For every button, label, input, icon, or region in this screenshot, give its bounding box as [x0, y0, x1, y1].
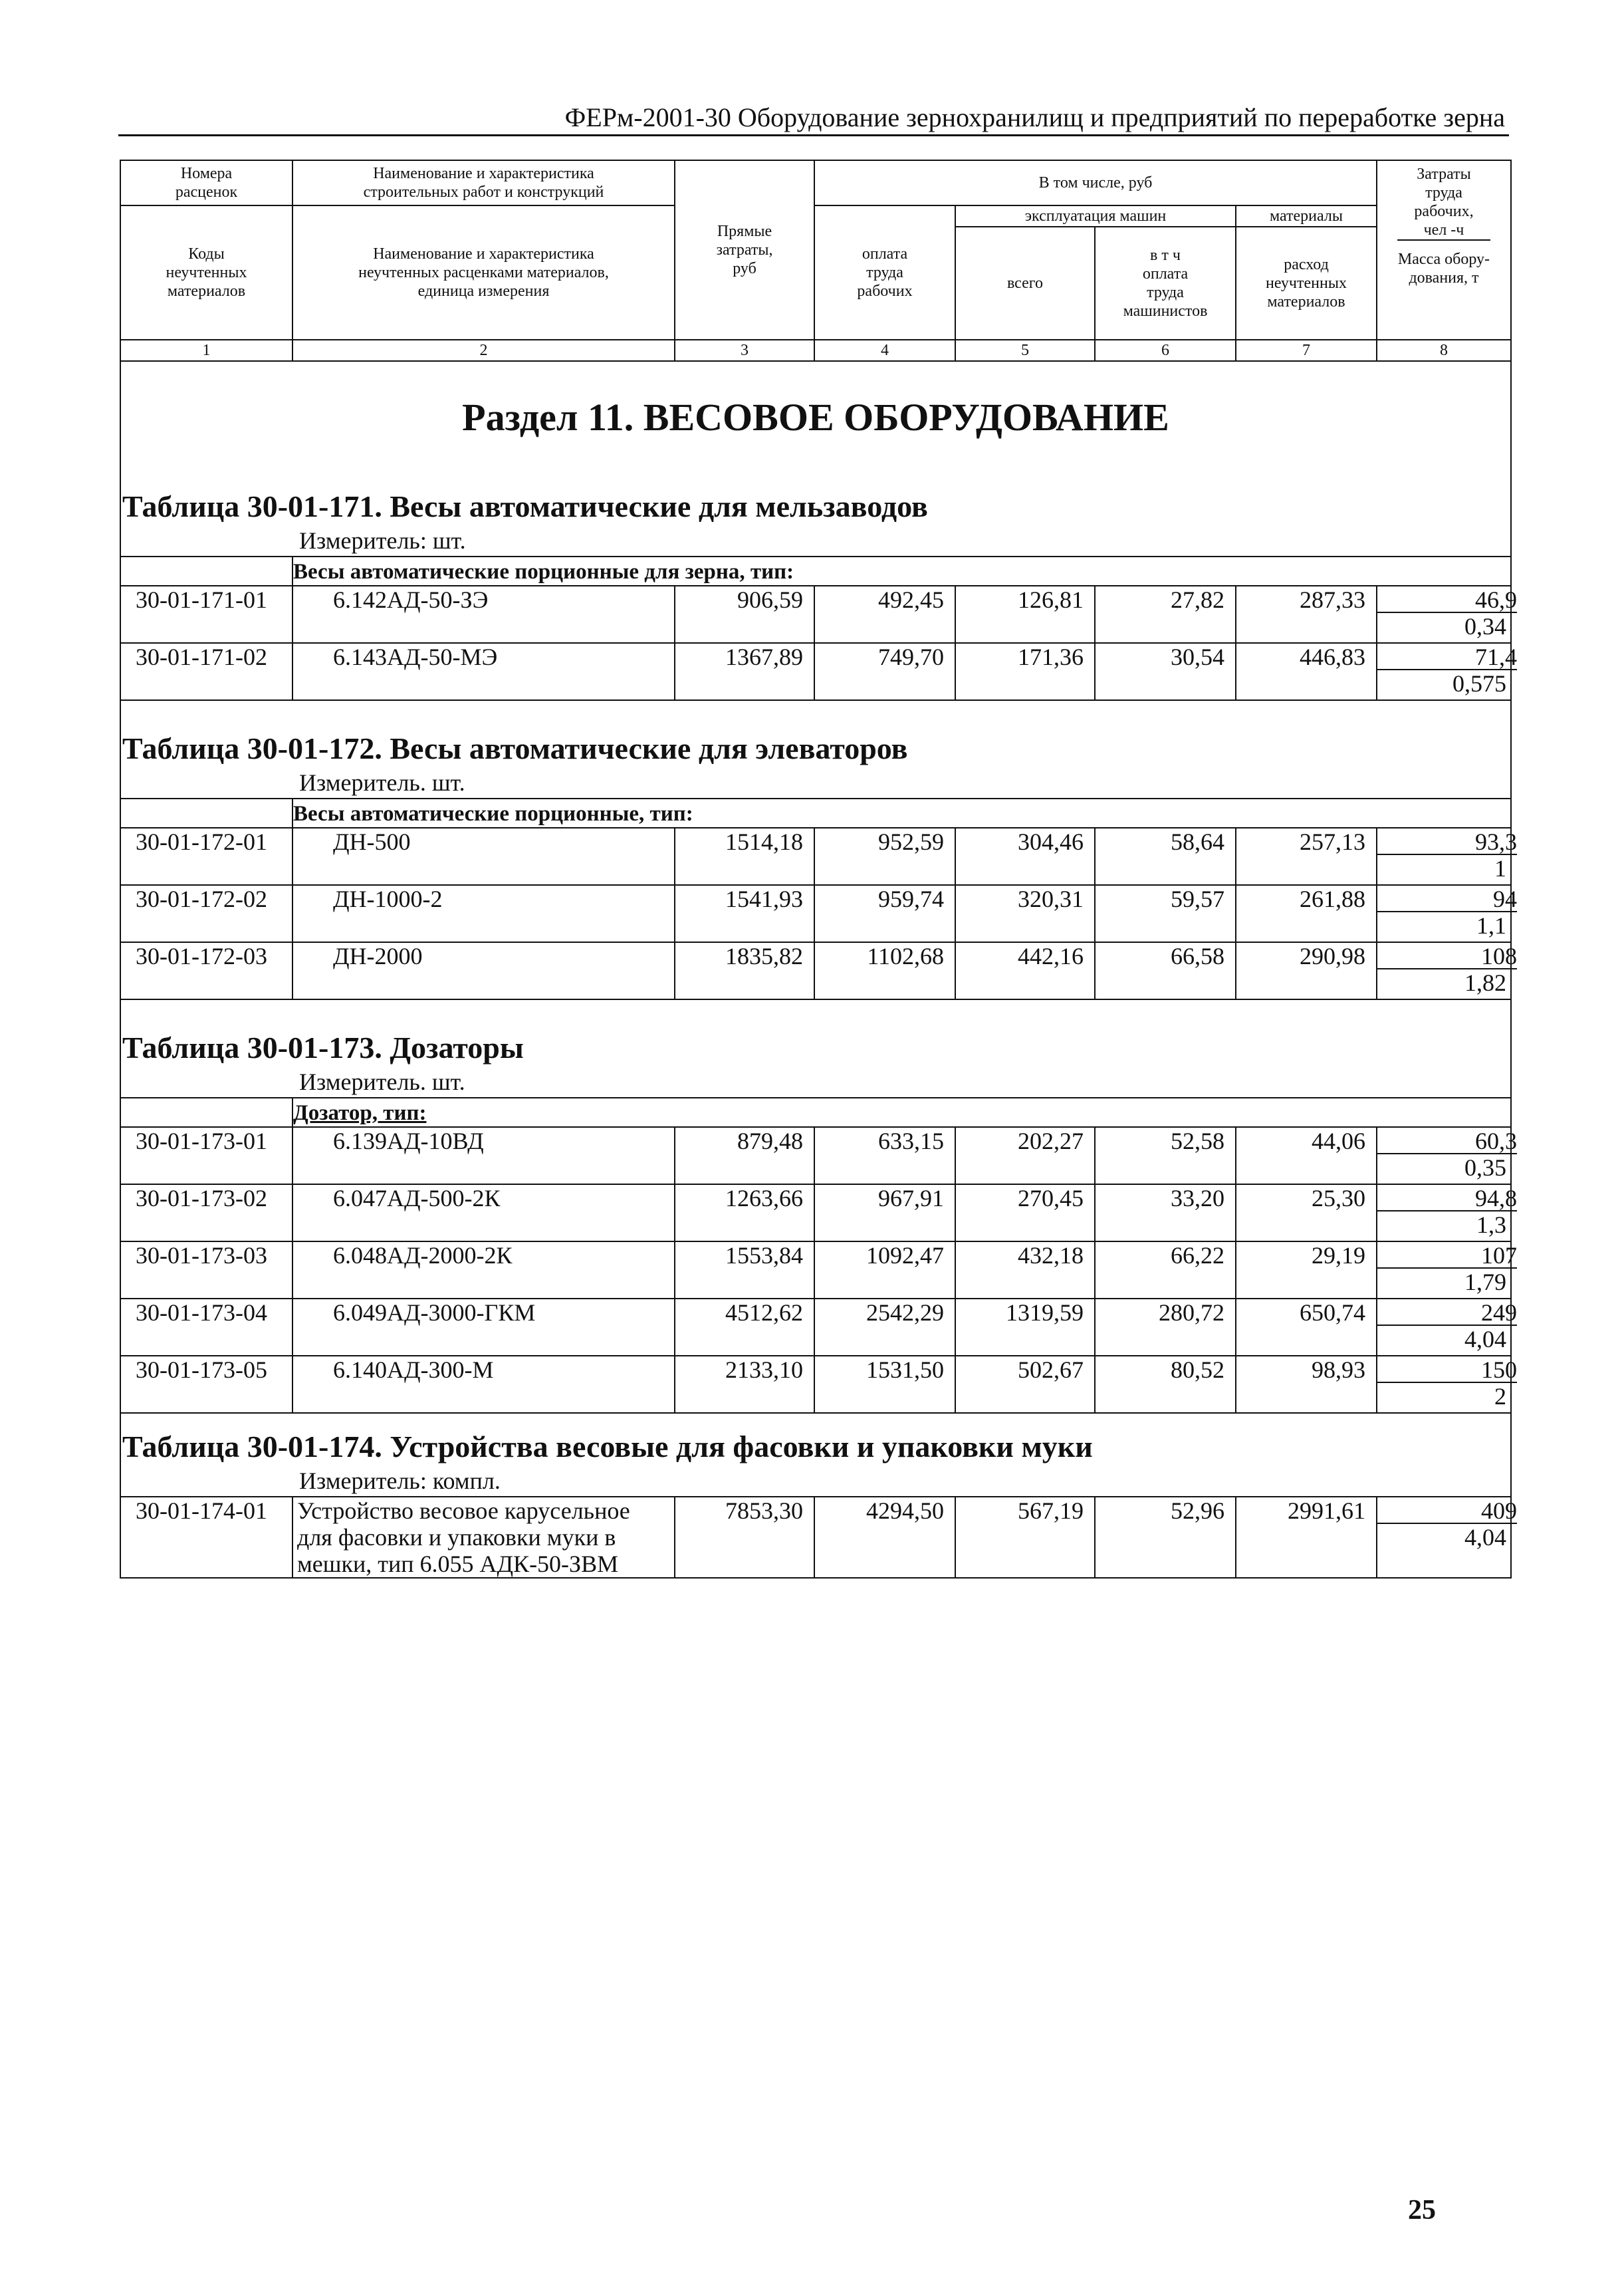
equipment-mass: 1,79	[1377, 1269, 1511, 1299]
rate-code: 30-01-173-04	[120, 1299, 292, 1326]
header-materials-title: материалы	[1236, 205, 1377, 227]
header-col3: Прямые затраты, руб	[675, 160, 814, 340]
col-number: 3	[675, 340, 814, 361]
rate-name: 6.143АД-50-МЭ	[292, 643, 675, 670]
labor-cost: 71,4	[1377, 645, 1517, 670]
header-group-title: В том числе, руб	[814, 160, 1377, 205]
machinists-cost: 280,72	[1095, 1299, 1236, 1326]
header-exploit-title: эксплуатация машин	[955, 205, 1236, 227]
wage-cost: 1531,50	[814, 1356, 955, 1383]
wage-cost: 4294,50	[814, 1497, 955, 1524]
table-row-mass	[120, 1211, 1511, 1241]
machinists-cost: 27,82	[1095, 586, 1236, 613]
table-title: Таблица 30-01-174. Устройства весовые для фасовки и упаковки муки	[120, 1423, 1511, 1465]
materials-cost: 287,33	[1236, 586, 1377, 613]
machinists-cost: 66,58	[1095, 942, 1236, 969]
header-row-mid	[120, 205, 1511, 227]
table-row	[120, 1241, 1511, 1269]
table-row	[120, 942, 1511, 969]
rate-code: 30-01-174-01	[120, 1497, 292, 1524]
direct-cost: 2133,10	[675, 1356, 814, 1383]
rate-code: 30-01-172-01	[120, 828, 292, 855]
col-number: 5	[955, 340, 1095, 361]
table-row	[120, 885, 1511, 912]
header-col2-bottom: Наименование и характеристика неучтенных расценками материалов, единица измерения	[292, 205, 675, 340]
labor-cost: 409	[1377, 1499, 1517, 1524]
table-row-mass	[120, 1154, 1511, 1184]
page-header-text: ФЕРм-2001-30 Оборудование зернохранилищ и предприятий по переработке зерна	[564, 102, 1505, 132]
direct-cost: 906,59	[675, 586, 814, 613]
materials-cost: 446,83	[1236, 643, 1377, 670]
page-header	[118, 100, 1509, 136]
direct-cost: 7853,30	[675, 1497, 814, 1524]
table-row-mass	[120, 855, 1511, 885]
table-row	[120, 1356, 1511, 1383]
machinists-cost: 59,57	[1095, 885, 1236, 912]
table-title: Таблица 30-01-171. Весы автоматические для мельзаводов	[120, 471, 1511, 525]
wage-cost: 1102,68	[814, 942, 955, 969]
labor-cost: 93,3	[1377, 830, 1517, 855]
table-measure: Измеритель. шт.	[120, 767, 1511, 799]
header-col6: в т ч оплата труда машинистов	[1095, 227, 1236, 340]
labor-cost: 249	[1377, 1301, 1517, 1326]
header-col7: расход неучтенных материалов	[1236, 227, 1377, 340]
wage-cost: 952,59	[814, 828, 955, 855]
materials-cost: 2991,61	[1236, 1497, 1377, 1524]
wage-cost: 959,74	[814, 885, 955, 912]
rate-code: 30-01-172-03	[120, 942, 292, 969]
rate-name: 6.142АД-50-ЗЭ	[292, 586, 675, 613]
machinists-cost: 52,58	[1095, 1127, 1236, 1154]
rate-name: ДН-1000-2	[292, 885, 675, 912]
equipment-mass: 4,04	[1377, 1326, 1511, 1356]
labor-cost: 60,3	[1377, 1129, 1517, 1154]
materials-cost: 290,98	[1236, 942, 1377, 969]
wage-cost: 492,45	[814, 586, 955, 613]
equipment-mass: 2	[1377, 1383, 1511, 1413]
header-col5: всего	[955, 227, 1095, 340]
col-number: 7	[1236, 340, 1377, 361]
rate-name: 6.139АД-10ВД	[292, 1127, 675, 1154]
direct-cost: 1263,66	[675, 1184, 814, 1211]
rate-code: 30-01-173-03	[120, 1241, 292, 1269]
labor-cost: 94	[1377, 887, 1517, 912]
wage-cost: 2542,29	[814, 1299, 955, 1326]
header-col4: оплата труда рабочих	[814, 205, 955, 340]
direct-cost: 1367,89	[675, 643, 814, 670]
col-number: 2	[292, 340, 675, 361]
table-subtitle: Дозатор, тип:	[293, 1101, 427, 1125]
table-row-mass	[120, 1269, 1511, 1299]
rate-name: 6.048АД-2000-2К	[292, 1241, 675, 1269]
rate-code: 30-01-172-02	[120, 885, 292, 912]
machinists-cost: 52,96	[1095, 1497, 1236, 1524]
machines-cost: 567,19	[955, 1497, 1095, 1524]
table-measure: Измеритель: шт.	[120, 525, 1511, 557]
wage-cost: 749,70	[814, 643, 955, 670]
machinists-cost: 33,20	[1095, 1184, 1236, 1211]
equipment-mass: 1	[1377, 855, 1511, 885]
machines-cost: 320,31	[955, 885, 1095, 912]
machinists-cost: 66,22	[1095, 1241, 1236, 1269]
equipment-mass: 0,34	[1377, 613, 1511, 643]
page-number: 25	[1408, 2195, 1436, 2225]
materials-cost: 650,74	[1236, 1299, 1377, 1326]
table-row-mass	[120, 1383, 1511, 1413]
rate-code: 30-01-173-05	[120, 1356, 292, 1383]
rate-code: 30-01-171-01	[120, 586, 292, 613]
materials-cost: 44,06	[1236, 1127, 1377, 1154]
table-subtitle: Весы автоматические порционные, тип:	[293, 802, 693, 826]
rate-code: 30-01-171-02	[120, 643, 292, 670]
direct-cost: 1835,82	[675, 942, 814, 969]
machines-cost: 502,67	[955, 1356, 1095, 1383]
materials-cost: 98,93	[1236, 1356, 1377, 1383]
machines-cost: 171,36	[955, 643, 1095, 670]
table-measure: Измеритель: компл.	[120, 1465, 1511, 1497]
labor-cost: 94,8	[1377, 1186, 1517, 1211]
materials-cost: 29,19	[1236, 1241, 1377, 1269]
machinists-cost: 58,64	[1095, 828, 1236, 855]
machines-cost: 1319,59	[955, 1299, 1095, 1326]
equipment-mass: 1,82	[1377, 969, 1511, 999]
table-title: Таблица 30-01-172. Весы автоматические для элеваторов	[120, 723, 1511, 767]
table-row	[120, 1127, 1511, 1154]
header-col1-bottom: Коды неучтенных материалов	[120, 205, 292, 340]
machinists-cost: 30,54	[1095, 643, 1236, 670]
machines-cost: 270,45	[955, 1184, 1095, 1211]
rate-code: 30-01-173-02	[120, 1184, 292, 1211]
header-col2-top: Наименование и характеристика строительных работ и конструкций	[292, 160, 675, 205]
wage-cost: 633,15	[814, 1127, 955, 1154]
direct-cost: 1541,93	[675, 885, 814, 912]
table-row-mass	[120, 613, 1511, 643]
rate-name: ДН-500	[292, 828, 675, 855]
direct-cost: 1514,18	[675, 828, 814, 855]
col-number: 4	[814, 340, 955, 361]
equipment-mass: 4,04	[1377, 1524, 1511, 1578]
table-row-mass	[120, 969, 1511, 999]
equipment-mass: 1,1	[1377, 912, 1511, 942]
equipment-mass: 0,575	[1377, 670, 1511, 700]
table-row	[120, 643, 1511, 670]
table-row	[120, 1299, 1511, 1326]
rate-name: Устройство весовое карусельное для фасовки и упаковки муки в мешки, тип 6.055 АДК-50-ЗВМ	[292, 1497, 675, 1578]
labor-cost: 150	[1377, 1358, 1517, 1383]
table-row	[120, 828, 1511, 855]
col-number: 8	[1377, 340, 1511, 361]
labor-cost: 108	[1377, 944, 1517, 969]
rate-name: 6.047АД-500-2К	[292, 1184, 675, 1211]
header-col1-top: Номера расценок	[120, 160, 292, 205]
direct-cost: 1553,84	[675, 1241, 814, 1269]
table-row-mass	[120, 670, 1511, 700]
direct-cost: 4512,62	[675, 1299, 814, 1326]
machinists-cost: 80,52	[1095, 1356, 1236, 1383]
materials-cost: 257,13	[1236, 828, 1377, 855]
rate-name: 6.140АД-300-М	[292, 1356, 675, 1383]
machines-cost: 304,46	[955, 828, 1095, 855]
wage-cost: 1092,47	[814, 1241, 955, 1269]
table-measure: Измеритель. шт.	[120, 1067, 1511, 1098]
section-title-row	[120, 361, 1511, 471]
table-subtitle: Весы автоматические порционные для зерна, тип:	[293, 560, 794, 584]
table-title: Таблица 30-01-173. Дозаторы	[120, 1023, 1511, 1067]
table-row-mass	[120, 1326, 1511, 1356]
machines-cost: 432,18	[955, 1241, 1095, 1269]
section-title: Раздел 11. ВЕСОВОЕ ОБОРУДОВАНИЕ	[120, 361, 1511, 471]
rate-name: ДН-2000	[292, 942, 675, 969]
wage-cost: 967,91	[814, 1184, 955, 1211]
machines-cost: 202,27	[955, 1127, 1095, 1154]
materials-cost: 25,30	[1236, 1184, 1377, 1211]
table-row	[120, 586, 1511, 613]
col-number: 1	[120, 340, 292, 361]
rate-name: 6.049АД-3000-ГКМ	[292, 1299, 675, 1326]
table-row-mass	[120, 912, 1511, 942]
rate-code: 30-01-173-01	[120, 1127, 292, 1154]
table-row	[120, 1497, 1511, 1524]
header-numbers-row	[120, 340, 1511, 361]
col-number: 6	[1095, 340, 1236, 361]
machines-cost: 442,16	[955, 942, 1095, 969]
equipment-mass: 1,3	[1377, 1211, 1511, 1241]
machines-cost: 126,81	[955, 586, 1095, 613]
header-row-top	[120, 160, 1511, 205]
direct-cost: 879,48	[675, 1127, 814, 1154]
labor-cost: 107	[1377, 1243, 1517, 1269]
equipment-mass: 0,35	[1377, 1154, 1511, 1184]
materials-cost: 261,88	[1236, 885, 1377, 912]
table-row	[120, 1184, 1511, 1211]
header-col8: Затраты труда рабочих, чел -ч Масса обору- дования, т	[1377, 160, 1511, 340]
labor-cost: 46,9	[1377, 588, 1517, 613]
rates-table	[120, 160, 1517, 1579]
